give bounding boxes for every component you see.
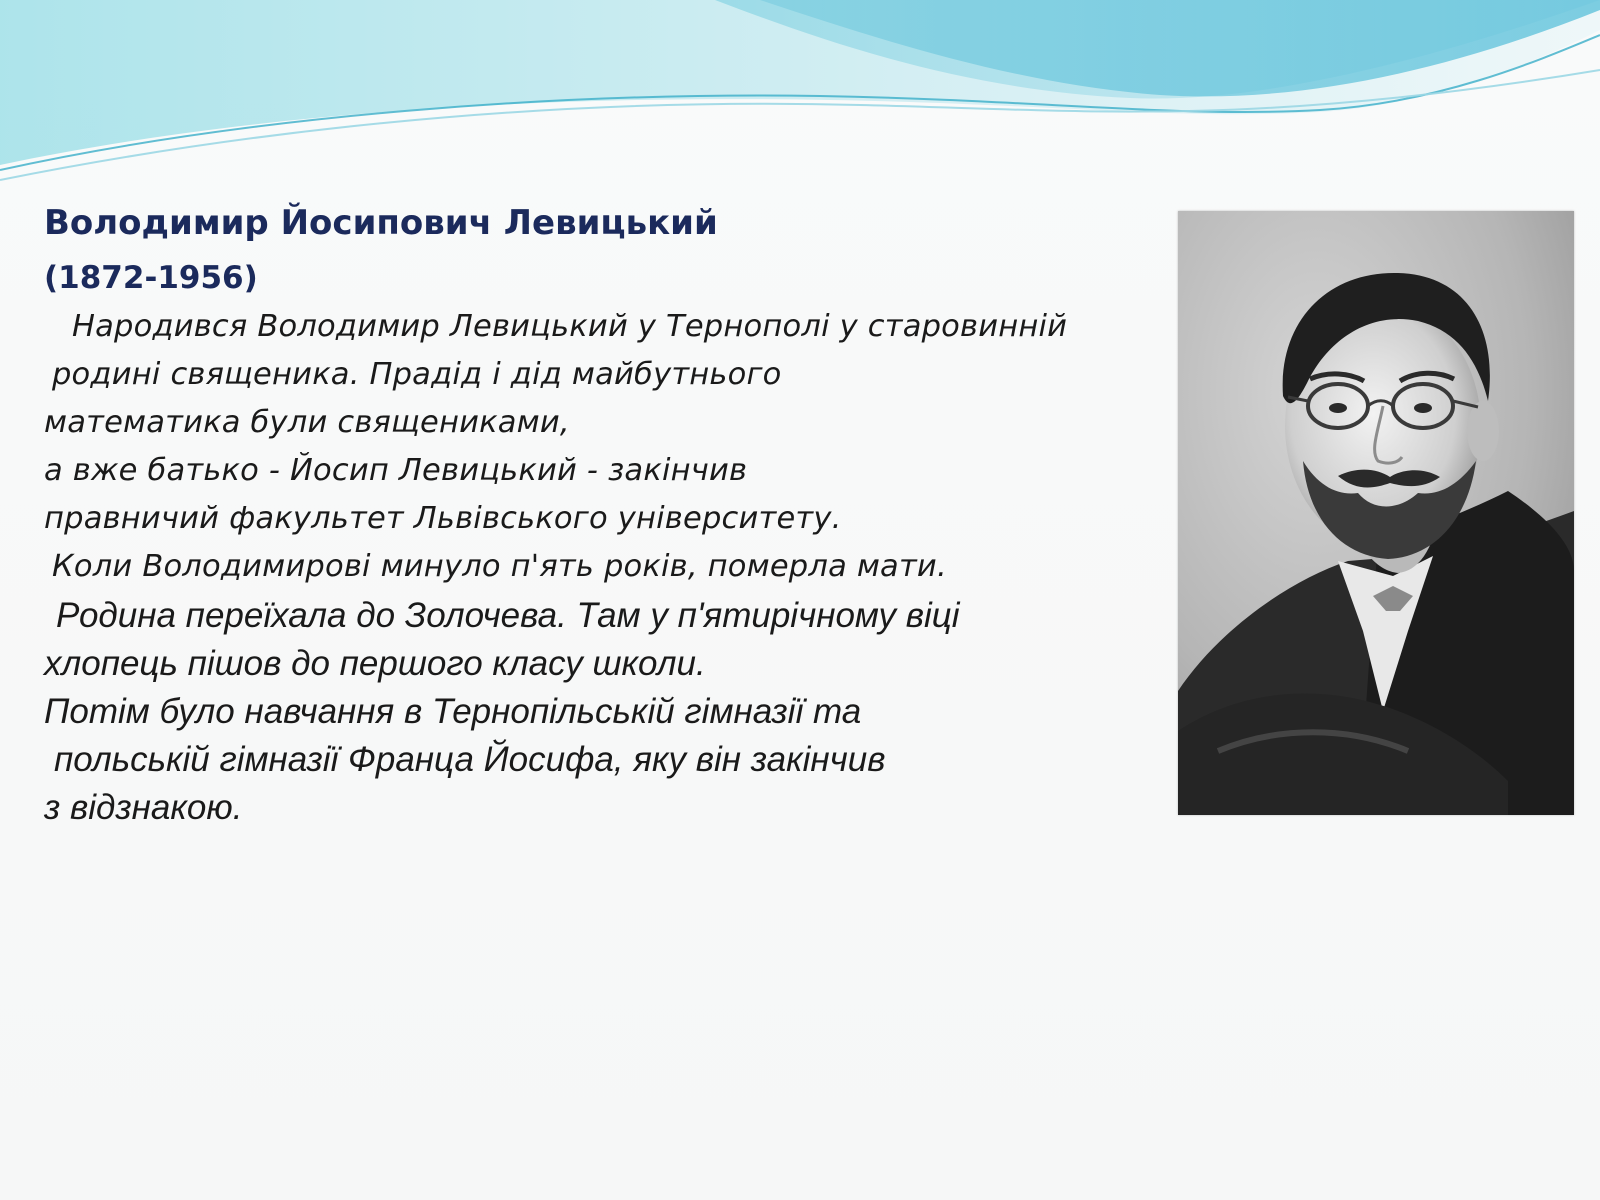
bio-line-11: з відзнакою. [44,788,243,827]
bio-line-7: Родина переїхала до Золочева. Там у п'ятирічному віці [56,596,960,635]
bio-line-2: родині священика. Прадід і дід майбутнього [52,357,782,392]
bio-line-4: а вже батько - Йосип Левицький - закінчив [44,453,748,488]
bio-line-6: Коли Володимирові минуло п'ять років, померла мати. [52,549,947,584]
bio-line-10: польській гімназії Франца Йосифа, яку він закінчив [54,740,886,779]
bio-line-3: математика були священиками, [44,405,570,440]
bio-line-8: хлопець пішов до першого класу школи. [44,644,706,683]
life-years: (1872-1956) [44,260,258,296]
portrait-photo [1178,211,1574,815]
bio-line-1: Народився Володимир Левицький у Тернополі у старовинній [72,309,1068,344]
header-wave-decoration [0,0,1600,200]
portrait-illustration [1178,211,1574,815]
bio-line-9: Потім було навчання в Тернопільській гімназії та [44,692,862,731]
slide-title: Володимир Йосипович Левицький [44,203,718,243]
bio-line-5: правничий факультет Львівського університету. [44,501,842,536]
